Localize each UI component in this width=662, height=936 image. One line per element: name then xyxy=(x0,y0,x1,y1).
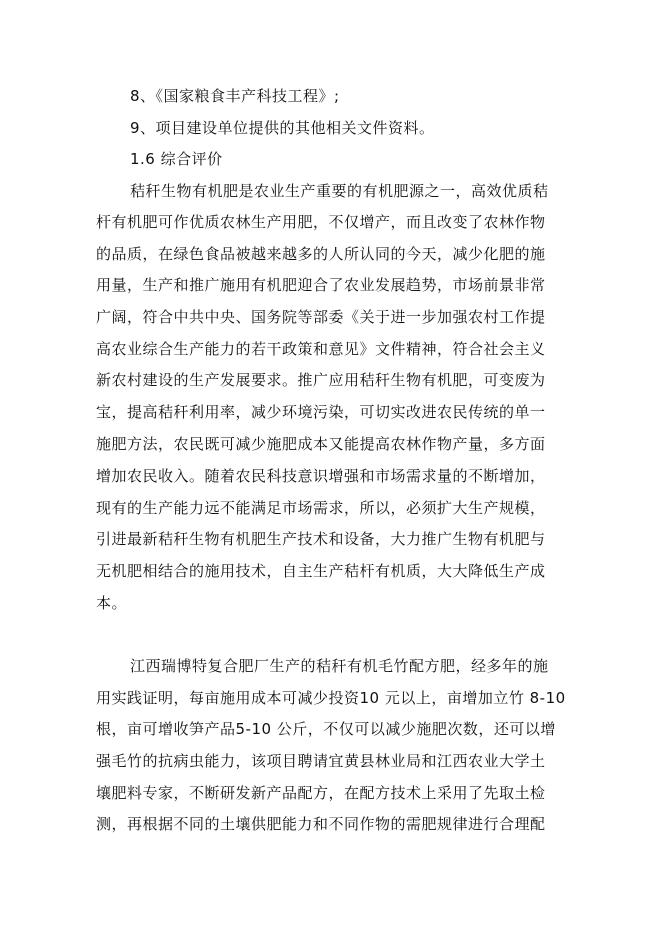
paragraph-1-line: 引进最新秸秆生物有机肥生产技术和设备，大力推广生物有机肥与 xyxy=(96,530,546,548)
paragraph-1-line: 增加农民收入。随着农民科技意识增强和市场需求量的不断增加， xyxy=(96,467,546,485)
paragraph-2-line: 根，亩可增收笋产品5-10 公斤，不仅可以减少施肥次数，还可以增 xyxy=(96,720,556,738)
paragraph-2-line: 江西瑞博特复合肥厂生产的秸秆有机毛竹配方肥，经多年的施 xyxy=(130,657,549,675)
reference-item-9: 9、项目建设单位提供的其他相关文件资料。 xyxy=(130,119,435,137)
paragraph-1-line: 新农村建设的生产发展要求。推广应用秸秆生物有机肥，可变废为 xyxy=(96,371,546,389)
paragraph-2-line: 测，再根据不同的土壤供肥能力和不同作物的需肥规律进行合理配 xyxy=(96,815,546,833)
reference-item-8: 8、《国家粮食丰产科技工程》; xyxy=(130,87,340,105)
paragraph-1-line: 本。 xyxy=(96,594,128,612)
paragraph-1-line: 施肥方法，农民既可减少施肥成本又能提高农林作物产量，多方面 xyxy=(96,435,546,453)
paragraph-1-line: 无机肥相结合的施用技术，自主生产秸杆有机质，大大降低生产成 xyxy=(96,562,546,580)
paragraph-1-line: 的品质，在绿色食品被越来越多的人所认同的今天，减少化肥的施 xyxy=(96,245,546,263)
paragraph-1-line: 用量，生产和推广施用有机肥迎合了农业发展趋势，市场前景非常 xyxy=(96,276,546,294)
paragraph-1-line: 广阔，符合中共中央、国务院等部委《关于进一步加强农村工作提 xyxy=(96,308,546,326)
paragraph-1-line: 现有的生产能力远不能满足市场需求，所以，必须扩大生产规模， xyxy=(96,499,546,517)
paragraph-1-line: 杆有机肥可作优质农林生产用肥，不仅增产，而且改变了农林作物 xyxy=(96,213,546,231)
paragraph-1-line: 高农业综合生产能力的若干政策和意见》文件精神，符合社会主义 xyxy=(96,340,546,358)
paragraph-2-line: 强毛竹的抗病虫能力，该项目聘请宜黄县林业局和江西农业大学土 xyxy=(96,752,546,770)
section-heading: 1.6 综合评价 xyxy=(130,150,223,168)
paragraph-1-line: 宝，提高秸秆利用率，减少环境污染，可切实改进农民传统的单一 xyxy=(96,403,546,421)
paragraph-1-line: 秸秆生物有机肥是农业生产重要的有机肥源之一，高效优质秸 xyxy=(130,182,549,200)
paragraph-2-line: 壤肥料专家，不断研发新产品配方，在配方技术上采用了先取土检 xyxy=(96,784,546,802)
paragraph-2-line: 用实践证明，每亩施用成本可减少投资10 元以上，亩增加立竹 8-10 xyxy=(96,689,566,707)
